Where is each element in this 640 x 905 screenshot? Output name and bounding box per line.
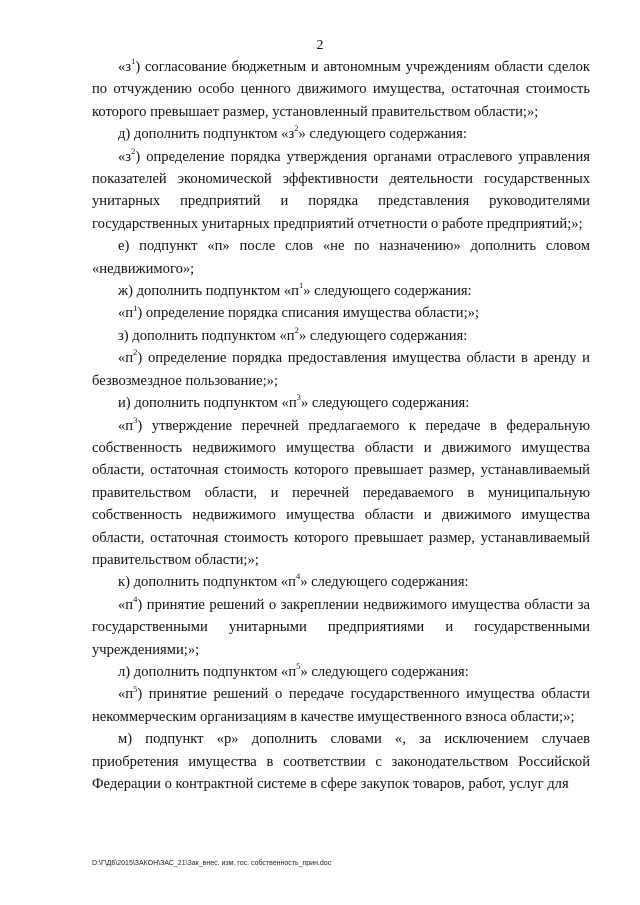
paragraph: «$п^1$) определение порядка списания имущества области;»; <box>118 302 480 322</box>
paragraph: «$п^2$) определение порядка предоставления имущества области в аренду и безвозмездное пользование;»; <box>92 347 590 389</box>
paragraph: «$п^4$) принятие решений о закреплении недвижимого имущества области за государственными унитарными предприятиями и государственными учреждениями;»; <box>92 593 590 658</box>
page-number: 2 <box>316 38 324 53</box>
document-body <box>92 56 590 795</box>
paragraph: д) дополнить подпунктом «$з^2$» следующего содержания: <box>118 123 467 143</box>
paragraph: «$п^3$) утверждение перечней предлагаемого к передаче в федеральную собственность недвижимого имущества области и движимого имущества области, остаточная стоимость которого превышает размер, устанавливаемый правительством области, и перечней передаваемого в муниципальную собственность недвижимого имущества области и движимого имущества области, остаточная стоимость которого превышает размер, устанавливаемый правительством области;»; <box>92 414 590 568</box>
paragraph: м) подпункт «р» дополнить словами «, за исключением случаев приобретения имущества в соответствии с законодательством Российской Федерации о контрактной системе в сфере закупок товаров, работ, услуг для <box>92 731 590 792</box>
paragraph: и) дополнить подпунктом «$п^3$» следующего содержания: <box>118 392 470 412</box>
paragraph: ж) дополнить подпунктом «$п^1$» следующего содержания: <box>118 280 472 300</box>
paragraph: з) дополнить подпунктом «$п^2$» следующего содержания: <box>118 325 468 344</box>
paragraph: е) подпункт «п» после слов «не по назначению» дополнить словом «недвижимого»; <box>92 238 590 277</box>
paragraph: к) дополнить подпунктом «$п^4$» следующего содержания: <box>118 571 469 591</box>
paragraph: л) дополнить подпунктом «$п^5$» следующего содержания: <box>118 661 469 680</box>
paragraph: «$з^1$) согласование бюджетным и автономным учреждениям области сделок по отчуждению особо ценного движимого имущества, остаточная стоимость которого превышает размер, установленный правительством области;»; <box>92 56 590 120</box>
file-path-footer: D:\Г\Д6\2015\ЗАКОН\ЗАС_21\Зак_внес. изм. гос. собственность_прин.doc <box>92 860 332 867</box>
paragraph: «$з^2$) определение порядка утверждения органами отраслевого управления показателей экономической эффективности деятельности государственных унитарных предприятий и порядка представления руководителями государственных унитарных предприятий отчетности о работе предприятий;»; <box>92 145 590 232</box>
paragraph: «$п^5$) принятие решений о передаче государственного имущества области некоммерческим организациям в качестве имущественного взноса области;»; <box>92 683 590 725</box>
